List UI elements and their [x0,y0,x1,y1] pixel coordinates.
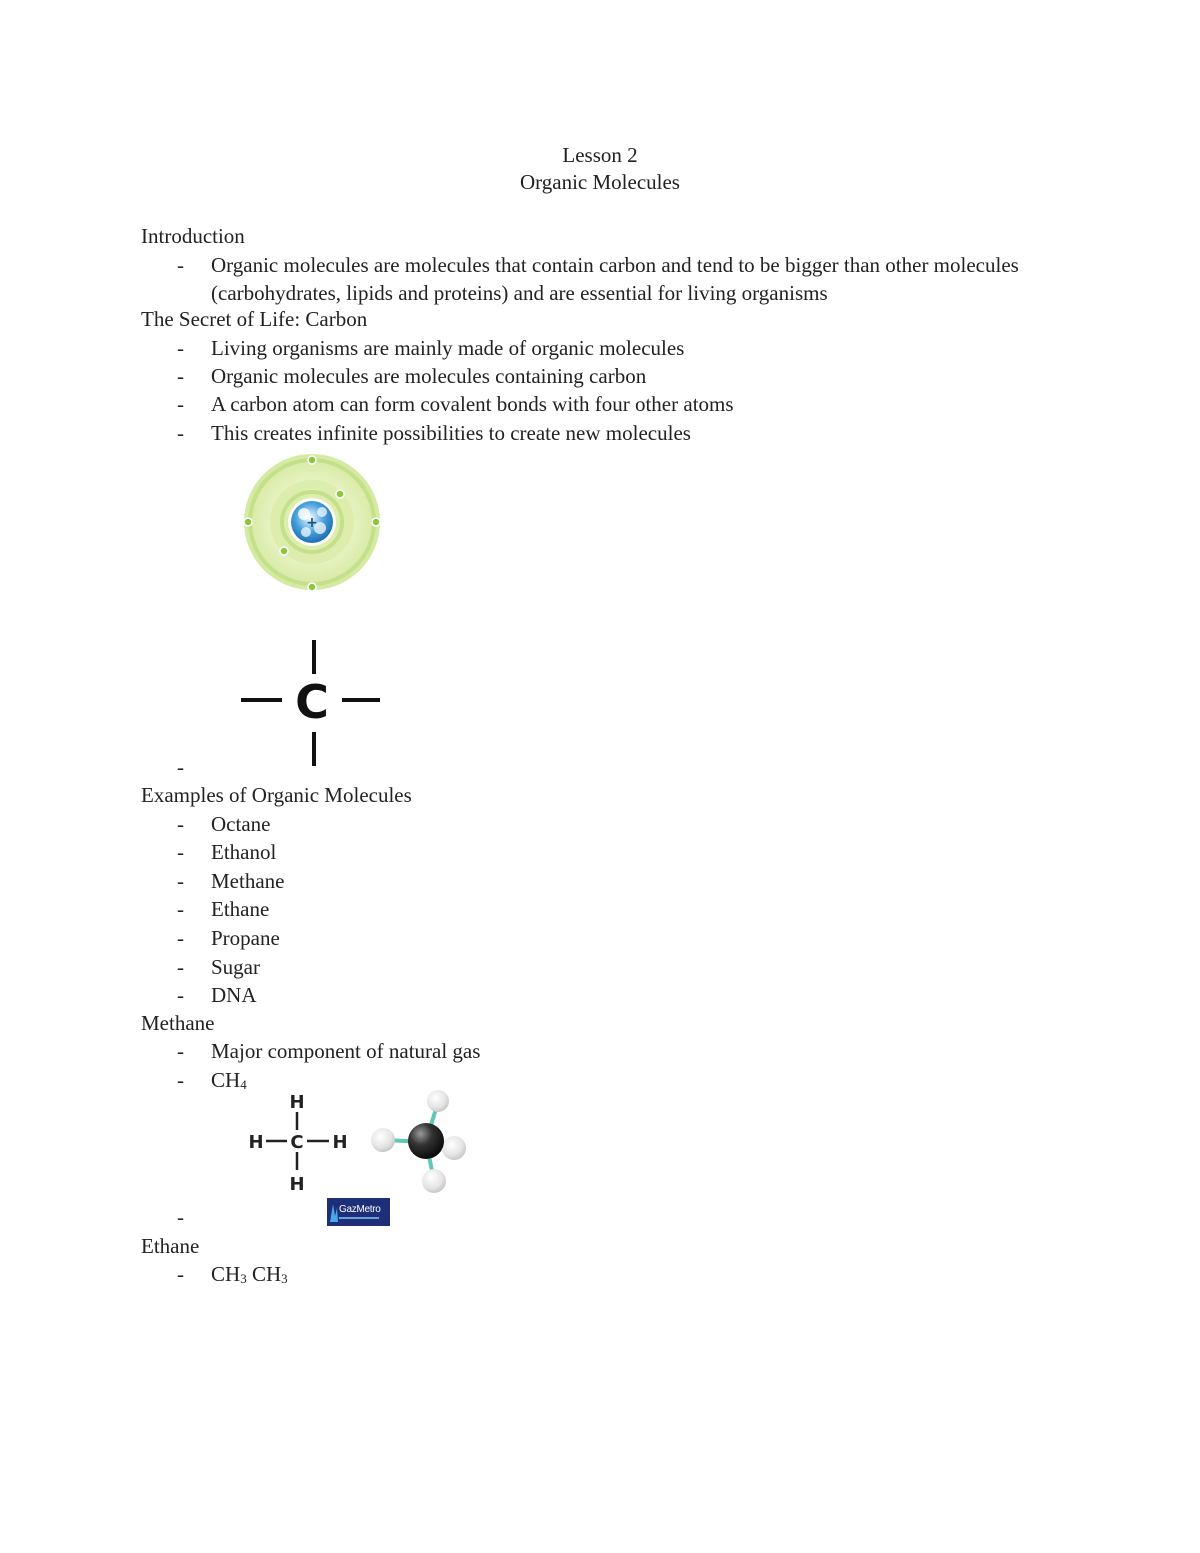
bullet-dash: - [177,897,184,921]
heading-examples: Examples of Organic Molecules [141,783,412,807]
bullet-dash: - [177,1039,184,1063]
methane-formula-subscript: 4 [240,1077,247,1092]
bullet-dash: - [177,1262,184,1286]
methane-item-1: Major component of natural gas [211,1039,481,1063]
ethane-formula-b: CH [251,1262,282,1286]
gazmetro-logo [327,1198,390,1226]
lesson-subtitle: Organic Molecules [520,170,680,194]
heading-ethane: Ethane [141,1234,200,1258]
example-item-ethanol: Ethanol [211,840,277,864]
carbon-item-4: This creates infinite possibilities to create new molecules [211,421,691,445]
methane-ball-model [368,1090,472,1196]
hydrogen-top: H [289,1092,305,1113]
gazmetro-logo-text: GazMetro [339,1204,381,1215]
hydrogen-bottom: H [289,1174,305,1194]
example-item-ethane: Ethane [211,897,270,921]
bullet-dash: - [177,955,184,979]
heading-carbon: The Secret of Life: Carbon [141,307,368,331]
bullet-dash: - [177,1205,184,1229]
carbon-item-3: A carbon atom can form covalent bonds with four other atoms [211,392,734,416]
example-item-dna: DNA [211,983,257,1007]
nucleus-plus-sign: + [306,515,318,531]
heading-methane: Methane [141,1011,215,1035]
hydrogen-right: H [332,1132,348,1153]
carbon-item-1: Living organisms are mainly made of organic molecules [211,336,685,360]
carbon-center: C [290,1132,304,1153]
ethane-formula [211,1260,1061,1288]
example-item-propane: Propane [211,926,280,950]
example-item-octane: Octane [211,812,271,836]
carbon-atom-illustration [240,452,386,596]
lesson-title: Lesson 2 [562,143,638,167]
bullet-dash: - [177,364,184,388]
bullet-dash: - [177,336,184,360]
bullet-dash: - [177,1068,184,1092]
hydrogen-left: H [248,1132,264,1153]
bullet-dash: - [177,983,184,1007]
example-item-methane: Methane [211,869,285,893]
methane-structural-formula [244,1090,352,1194]
intro-item-1: Organic molecules are molecules that contain carbon and tend to be bigger than other molecules (carbohydrates, lipids and proteins) and are essential for living organisms [211,253,1019,305]
carbon-letter: C [295,675,329,729]
bullet-dash: - [177,421,184,445]
methane-formula-main: CH [211,1068,241,1092]
carbon-bonds-diagram [236,636,386,768]
ethane-formula-b-subscript: 3 [281,1271,288,1286]
bullet-dash: - [177,755,184,779]
bullet-dash: - [177,253,184,277]
heading-introduction: Introduction [141,224,245,248]
bullet-dash: - [177,392,184,416]
example-item-sugar: Sugar [211,955,260,979]
ethane-formula-a-subscript: 3 [240,1271,247,1286]
carbon-item-2: Organic molecules are molecules containing carbon [211,364,647,388]
bullet-dash: - [177,926,184,950]
bullet-dash: - [177,840,184,864]
logo-underline [339,1217,379,1219]
ethane-formula-a: CH [211,1262,241,1286]
bullet-dash: - [177,812,184,836]
bullet-dash: - [177,869,184,893]
